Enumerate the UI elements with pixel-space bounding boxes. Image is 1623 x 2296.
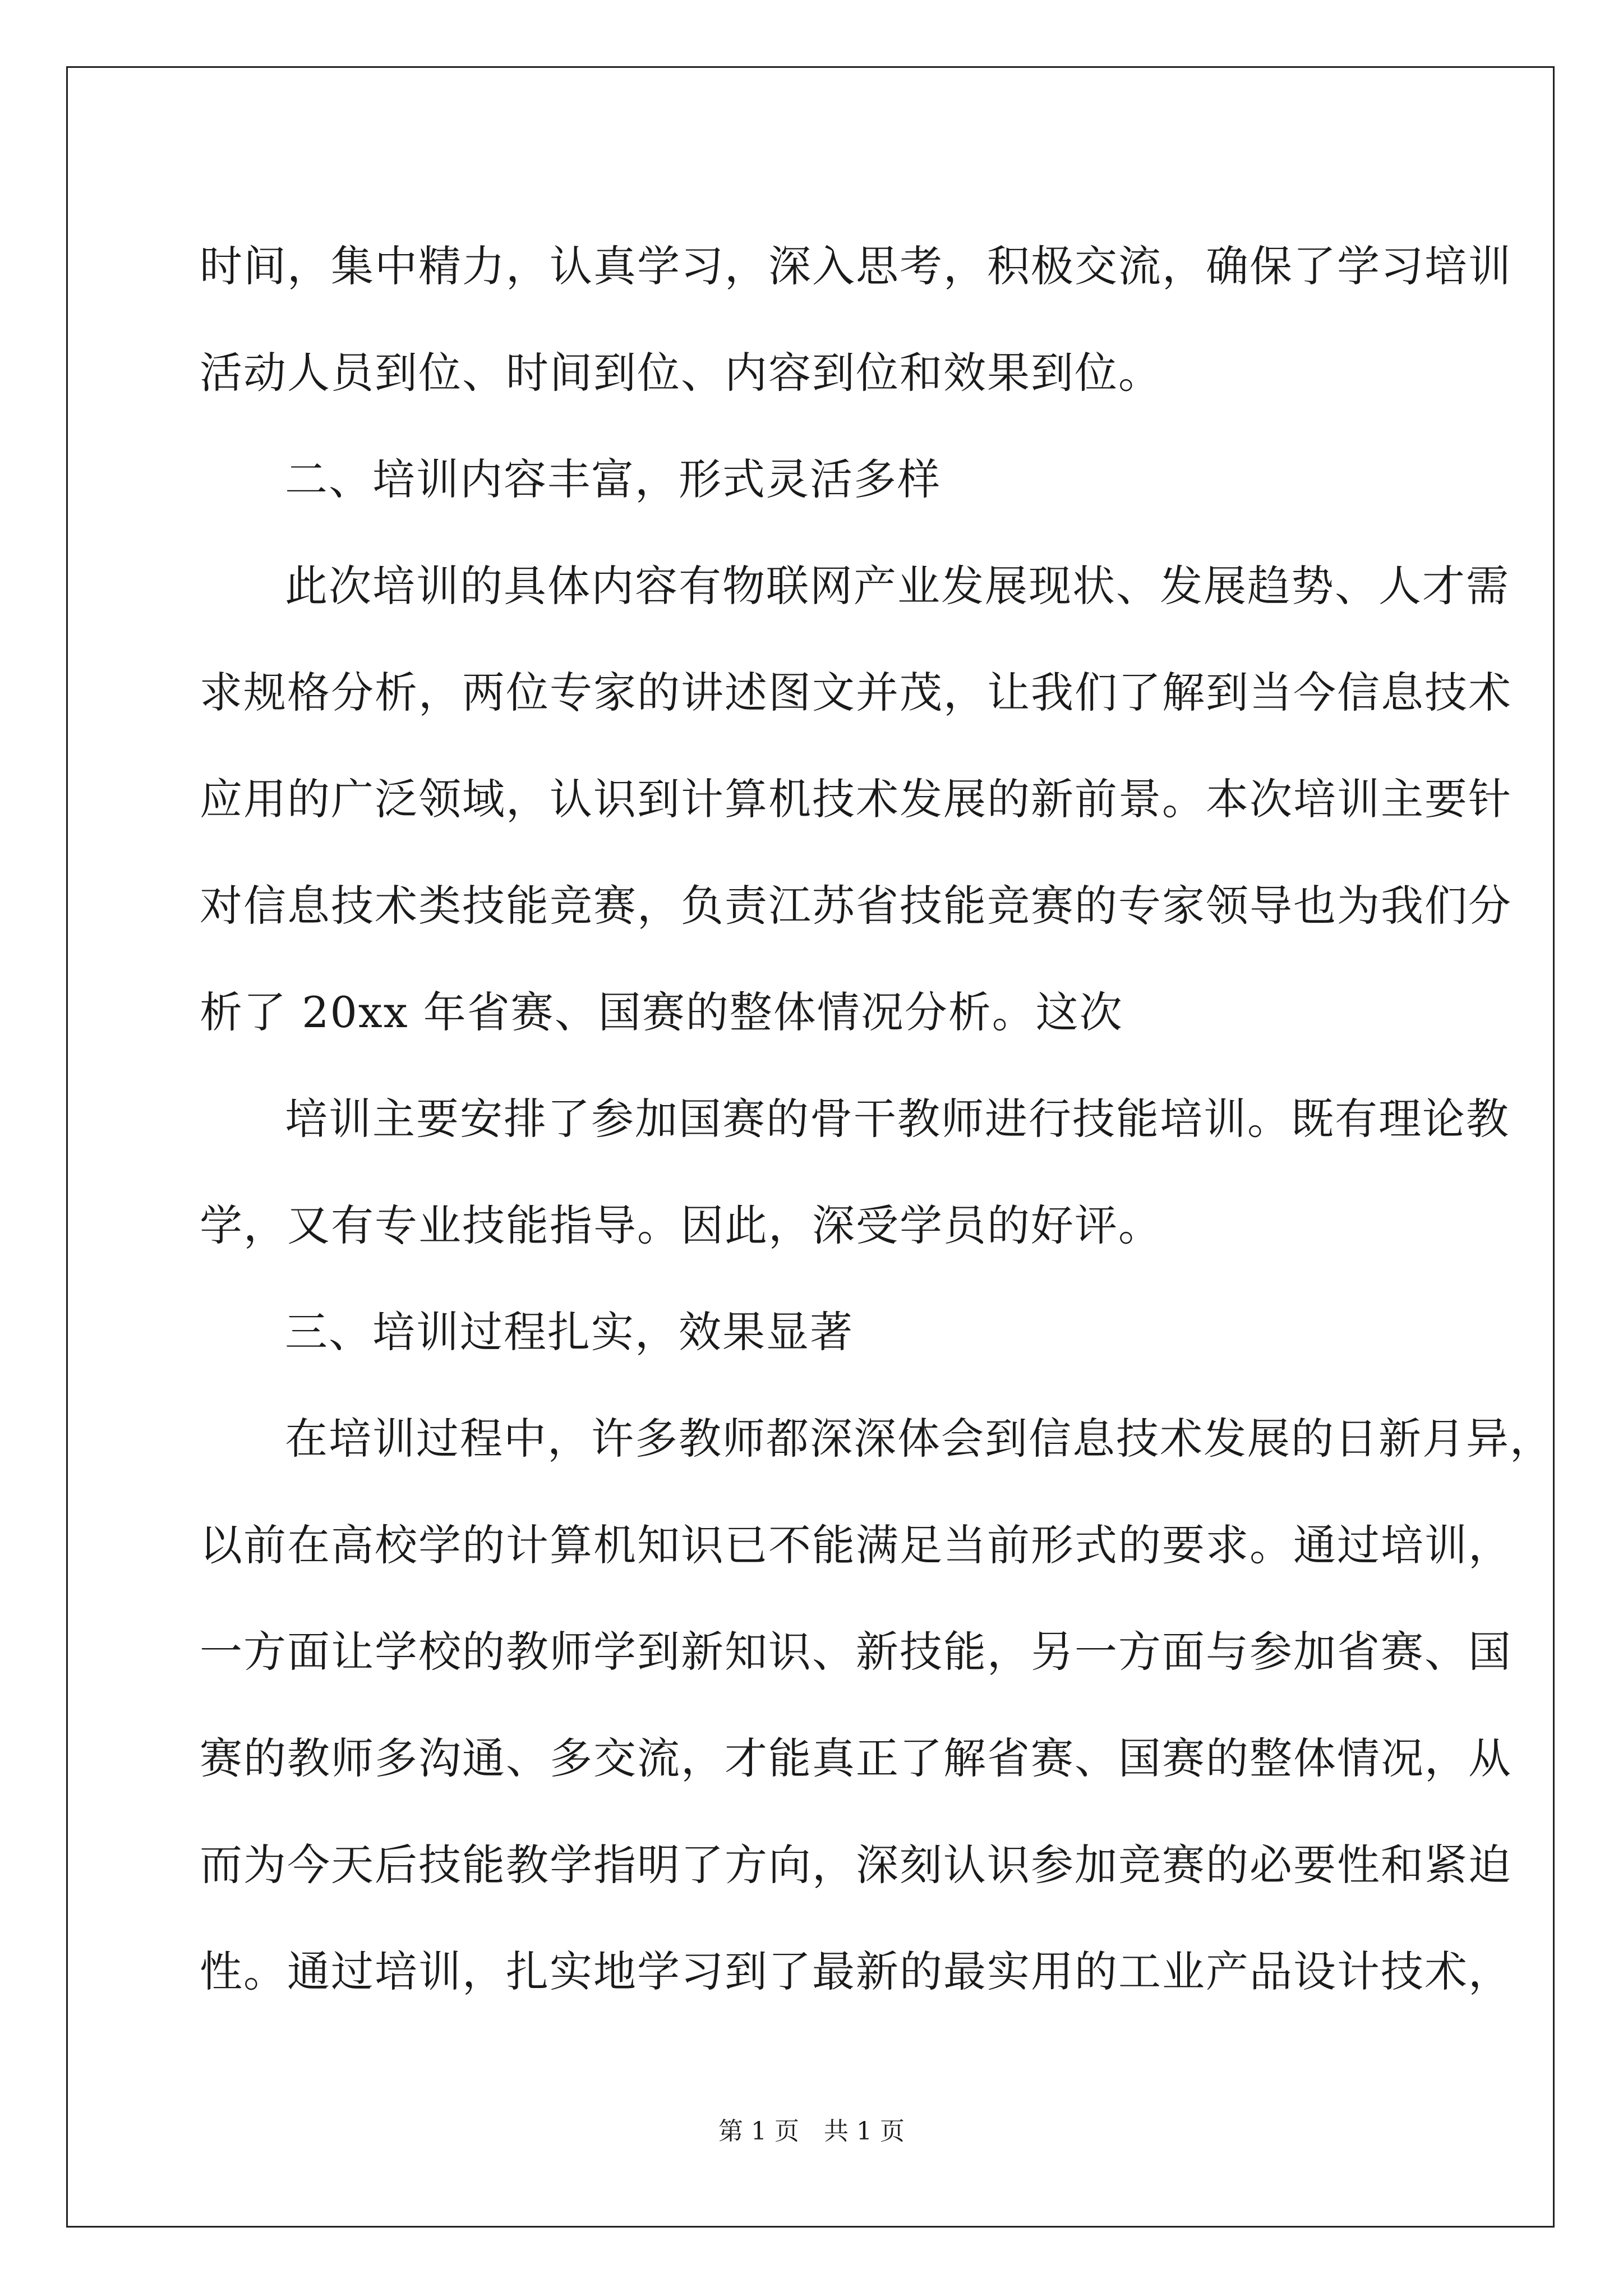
text-line: 学，又有专业技能指导。因此，深受学员的好评。 <box>200 1200 1162 1250</box>
text-line: 活动人员到位、时间到位、内容到位和效果到位。 <box>200 348 1162 398</box>
text-line: 对信息技术类技能竞赛，负责江苏省技能竞赛的专家领导也为我们分 <box>200 881 1512 931</box>
text-line: 求规格分析，两位专家的讲述图文并茂，让我们了解到当今信息技术 <box>200 668 1512 717</box>
text-line: 时间，集中精力，认真学习，深入思考，积极交流，确保了学习培训 <box>200 241 1512 291</box>
page-number-current: 第 1 页 <box>718 2117 799 2146</box>
section-heading: 二、培训内容丰富，形式灵活多样 <box>285 454 941 504</box>
text-line: 一方面让学校的教师学到新知识、新技能，另一方面与参加省赛、国 <box>200 1627 1512 1677</box>
page-footer <box>0 2115 1623 2148</box>
text-line: 析了 20xx 年省赛、国赛的整体情况分析。这次 <box>200 987 1123 1037</box>
page-number-total: 共 1 页 <box>824 2117 905 2146</box>
text-line: 在培训过程中，许多教师都深深体会到信息技术发展的日新月异， <box>285 1414 1553 1464</box>
text-line: 性。通过培训，扎实地学习到了最新的最实用的工业产品设计技术， <box>200 1947 1512 1996</box>
text-line: 以前在高校学的计算机知识已不能满足当前形式的要求。通过培训， <box>200 1520 1512 1570</box>
text-line: 应用的广泛领域，认识到计算机技术发展的新前景。本次培训主要针 <box>200 774 1512 824</box>
text-line: 此次培训的具体内容有物联网产业发展现状、发展趋势、人才需 <box>285 561 1510 611</box>
document-body <box>200 213 1553 2025</box>
section-heading: 三、培训过程扎实，效果显著 <box>285 1307 854 1357</box>
text-line: 培训主要安排了参加国赛的骨干教师进行技能培训。既有理论教 <box>285 1094 1510 1144</box>
text-line: 赛的教师多沟通、多交流，才能真正了解省赛、国赛的整体情况，从 <box>200 1733 1512 1783</box>
text-line: 而为今天后技能教学指明了方向，深刻认识参加竞赛的必要性和紧迫 <box>200 1840 1512 1890</box>
